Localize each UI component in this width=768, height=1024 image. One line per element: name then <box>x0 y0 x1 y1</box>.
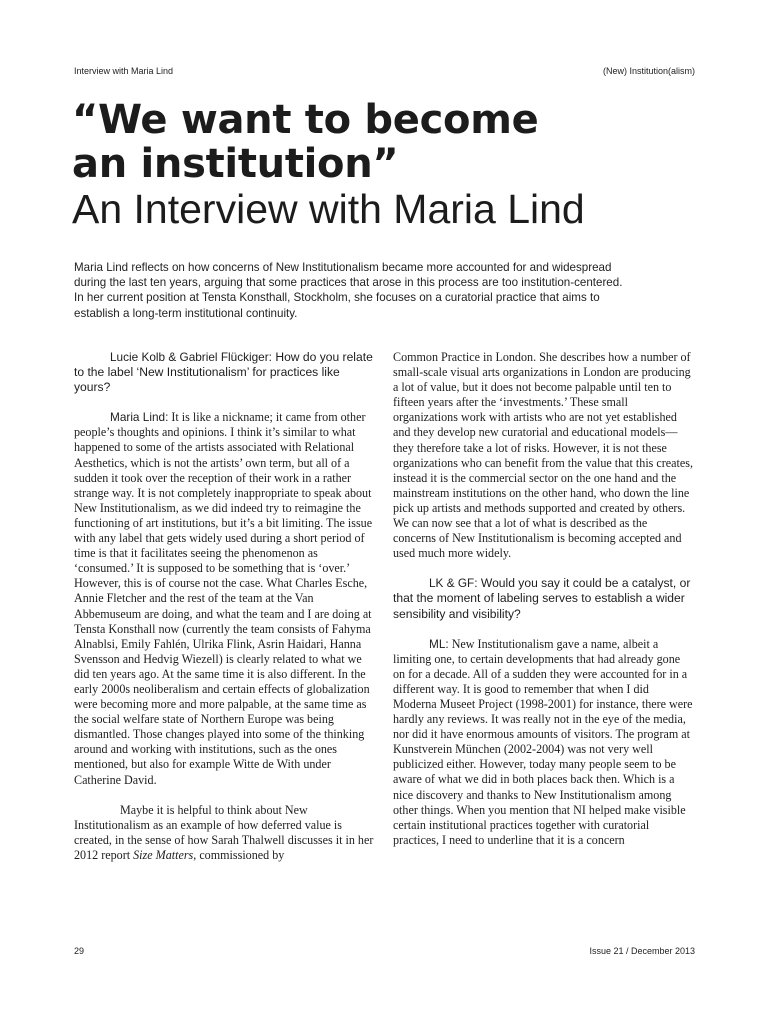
question-2-speaker: LK & GF: <box>429 576 478 591</box>
right-column <box>393 350 693 863</box>
issue-label: Issue 21 / December 2013 <box>589 946 695 956</box>
abstract-text: Maria Lind reflects on how concerns of New Institutionalism became more accounted for and widespread during the last ten years, arguing that some practices that arose in this process are too institution-centered. In her current position at Tensta Konsthall, Stockholm, she focuses on a curatorial practice that aims to establish a long-term institutional continuity. <box>74 261 623 320</box>
question-1 <box>74 350 374 395</box>
answer-1-paragraph-2 <box>74 803 374 863</box>
title-line-1: “We want to become <box>72 97 539 143</box>
title-line-2: an institution” <box>72 141 399 187</box>
answer-1-paragraph-2-text-a: Maybe it is helpful to think about New Institutionalism as an example of how deferred value is created, in the sense of how Sarah Thalwell discusses it in her 2012 report <box>74 802 374 862</box>
answer-1-speaker: Maria Lind: <box>110 410 169 425</box>
answer-1-text: It is like a nickname; it came from other people’s thoughts and opinions. I think it’s similar to what happened to some of the artists associated with Relational Aesthetics, which is not the artists’ own term, but all of a sudden it took over the reception of their work in a rather strange way. It is not completely inappropriate to speak about New Institutionalism, as we did indeed try to reimagine the functioning of art institutions, but it’s a bit limiting. The issue with any label that gets widely used during a short period of time is that it facilitates seeing the phenomenon as ‘consumed.’ It is supposed to be something that is ‘over.’ However, this is of course not the case. What Charles Esche, Annie Fletcher and the rest of the team at the Van Abbemuseum are doing, and what the team and I are doing at Tensta Konsthall now (currently the team consists of Fahyma Alnablsi, Emily Fahlén, Ulrika Flink, Asrin Haidari, Hanna Svensson and Hedvig Wiezell) is clearly related to what we did ten years ago. At the same time it is also different. In the early 2000s neoliberalism and certain effects of globalization were becoming more and more palpable, at the same time as the social welfare state of Northern Europe was being dismantled. Those changes played into some of the thinking around and working with institutions, such as the ones mentioned, but also for example Witte de With under Catherine David. <box>74 410 373 787</box>
article-title <box>72 98 692 186</box>
page-number: 29 <box>74 946 85 956</box>
question-1-text: How do you relate to the label ‘New Institutionalism’ for practices like yours? <box>74 350 373 395</box>
question-2 <box>393 576 693 621</box>
answer-2-text: New Institutionalism gave a name, albeit a limiting one, to certain developments that had already gone on for a decade. All of a sudden they were accounted for in a different way. It is good to remember that when I did Moderna Museet Project (1998-2001) for instance, there were hardly any reviews. It was really not in the eye of the media, nor did it have enormous amounts of visitors. The program at Kunstverein München (2002-2004) was not very well publicized either. However, today many people seem to be aware of what we did in both places back then. Which is a nice discovery and thanks to New Institutionalism among other things. When you mention that NI helped make visible certain institutional practices together with curatorial practices, I need to underline that it is a concern <box>393 636 693 847</box>
running-header <box>74 66 695 76</box>
page-footer <box>74 946 695 956</box>
title-block <box>72 98 692 232</box>
abstract <box>74 260 634 321</box>
question-1-speaker: Lucie Kolb & Gabriel Flückiger: <box>110 350 272 364</box>
left-column <box>74 350 374 878</box>
article-subtitle: An Interview with Maria Lind <box>72 186 585 232</box>
answer-2 <box>393 637 693 848</box>
answer-1-paragraph-2-text-b: , commissioned by <box>193 847 285 862</box>
answer-1-continued: Common Practice in London. She describes how a number of small-scale visual arts organizations in London are producing a lot of value, but it does not become palpable until ten to fifteen years after the ‘investments.’ These small organizations work with artists who are not yet established and they develop new curatorial and educational models—they therefore take a lot of risks. However, it is not these organizations who can benefit from the value that this creates, instead it is the commercial sector on the one hand and the mainstream institutions on the other hand, who down the line pick up artists and methods supported and created by others. We can now see that a lot of what is described as the concerns of New Institutionalism is becoming accepted and used much more widely. <box>393 350 693 561</box>
answer-1 <box>74 410 374 787</box>
report-title: Size Matters <box>133 847 194 862</box>
header-right-section: (New) Institution(alism) <box>602 66 695 76</box>
header-left-title: Interview with Maria Lind <box>74 66 174 76</box>
question-2-text: Would you say it could be a catalyst, or that the moment of labeling serves to establish a wider sensibility and visibility? <box>393 576 691 621</box>
answer-2-speaker: ML: <box>429 636 449 651</box>
